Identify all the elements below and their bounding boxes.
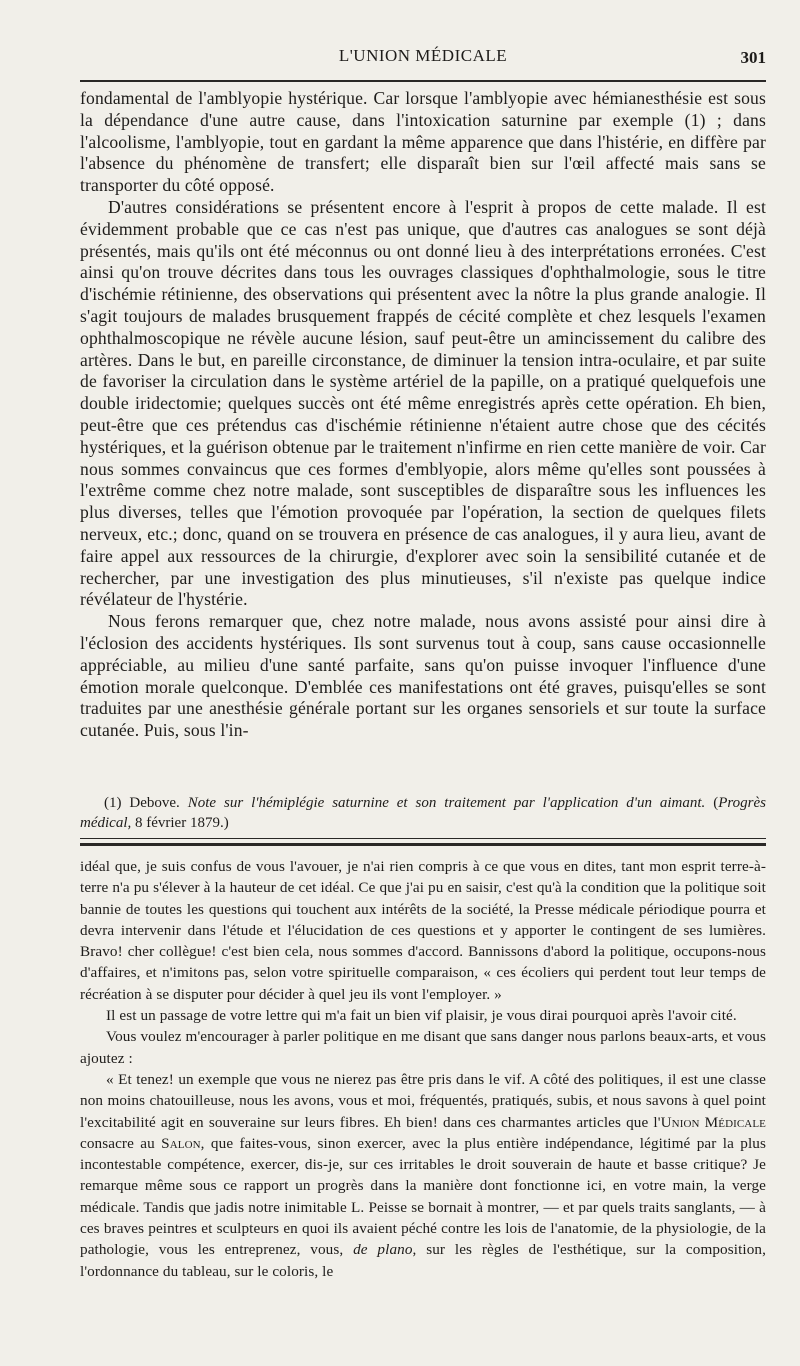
paragraph-2: D'autres considérations se présentent encore à l'esprit à propos de cette malade. Il est évidemment probable que ce cas n'est pas unique, que d'autres cas analogues se sont déjà présentés, mais qu'ils ont été méconnus ou ont donné lieu à des interprétations erronées. C'est ainsi qu'on trouve décrites dans tous les ouvrages classiques d'ophthalmologie, sous le titre d'ischémie rétinienne, des observations qui présentent avec la nôtre la plus grande analogie. Il s'agit toujours de malades brusquement frappés de cécité complète et chez lesquels l'examen ophthalmoscopique ne révèle aucune lésion, sauf peut-être un amincissement du calibre des artères. Dans le but, en pareille circonstance, de diminuer la tension intra-oculaire, et par suite de favoriser la circulation dans le système artériel de la papille, on a pratiqué quelquefois une double iridectomie; quelques succès ont été même enregistrés après cette opération. Eh bien, peut-être que ces prétendus cas d'ischémie rétinienne n'étaient autre chose que des cécités hystériques, et la guérison obtenue par le traitement n'infirme en rien cette manière de voir. Car nous sommes convaincus que ces formes d'emblyopie, alors même qu'elles sont poussées à l'extrême comme chez notre malade, sont susceptibles de disparaître sous les influences les plus diverses, telles que l'émotion provoquée par l'opération, la section de quelques filets nerveux, etc.; donc, quand on se trouvera en présence de cas analogues, il y aura lieu, avant de faire appel aux ressources de la chirurgie, d'explorer avec soin la sensibilité cutanée et de rechercher, par une investigation des plus minutieuses, s'il n'existe pas quelque indice révélateur de l'hystérie. xyxy=(80,196,766,610)
feuilleton-separator-thick xyxy=(80,843,766,846)
paragraph-3: Nous ferons remarquer que, chez notre malade, nous avons assisté pour ainsi dire à l'éclosion des accidents hystériques. Ils sont survenus tout à coup, sans cause occasionnelle appréciable, au milieu d'une santé parfaite, sans qu'on puisse invoquer l'influence d'une émotion morale quelconque. D'emblée ces manifestations ont été graves, puisqu'elles se sont traduites par une anesthésie générale portant sur les organes sensoriels et sur toute la surface cutanée. Puis, sous l'in- xyxy=(80,611,766,741)
de-plano: de plano xyxy=(353,1241,413,1259)
page-header xyxy=(80,46,766,70)
footnote-date: 8 février 1879.) xyxy=(134,815,229,831)
feuilleton-text xyxy=(80,856,766,1282)
feuilleton-paragraph-3: Vous voulez m'encourager à parler politique en me disant que sans danger nous parlons beaux-arts, et vous ajoutez : xyxy=(80,1028,766,1067)
paragraph-1: fondamental de l'amblyopie hystérique. Car lorsque l'amblyopie avec hémianesthésie est sous la dépendance d'une autre cause, dans l'intoxication saturnine par exemple (1) ; dans l'alcoolisme, l'amblyopie, tout en gardant la même apparence que dans l'histérie, en diffère par l'absence du phénomène de transfert; elle disparaît bien sur l'œil affecté mais sans se transporter du côté opposé. xyxy=(80,88,766,196)
salon-name: Salon xyxy=(161,1134,201,1152)
quote-part-a: « Et tenez! un exemple que vous ne nierez pas être pris dans le vif. A côté des politiques, il est une classe non moins chatouilleuse, nous les avons, vous et moi, fréquentés, pratiqués, subis, et nous savons à quel point l'excitabilité agit en souveraine sur leurs fibres. Eh bien! dans ces charmantes articles que l' xyxy=(80,1070,766,1131)
quote-part-d: , sur les règles de l'esthétique, sur la composition, l'ordonnance du tableau, sur le coloris, le xyxy=(80,1241,767,1280)
running-title: L'UNION MÉDICALE xyxy=(338,46,508,65)
page-number: 301 xyxy=(740,48,766,67)
feuilleton-paragraph-4 xyxy=(80,1069,766,1282)
footnote-journal: Progrès médical, xyxy=(80,795,766,831)
footnote-open-paren: ( xyxy=(713,795,719,811)
quote-part-c: , que faites-vous, sinon exercer, avec la plus entière indépendance, légitimé par la plus incontestable compétence, exercer, dis-je, sur ces irritables le droit souverain de haute et basse critique? Je remarque même sous ce rapport un progrès dans la manière dont fonctionne ici, en votre main, la verge médicale. Tandis que jadis notre inimitable L. Peisse se bornait à montrer, — et par quels traits sanglants, — à ces braves peintres et sculpteurs en quoi ils avaient péché contre les lois de l'anatomie, de la physiologie, de la pathologie, vous les entreprenez, vous, xyxy=(80,1134,766,1259)
header-rule xyxy=(80,80,766,82)
feuilleton-paragraph-2: Il est un passage de votre lettre qui m'a fait un bien vif plaisir, je vous dirai pourquoi après l'avoir cité. xyxy=(106,1007,737,1025)
journal-name: Union Médicale xyxy=(660,1113,766,1131)
feuilleton-separator-thin xyxy=(80,838,766,839)
main-article-text xyxy=(80,88,766,742)
footnote-marker: (1) Debove. xyxy=(104,795,180,811)
quote-part-b: consacre au xyxy=(80,1134,162,1152)
feuilleton-paragraph-1: idéal que, je suis confus de vous l'avouer, je n'ai rien compris à ce que vous en dites, tant mon esprit terre-à-terre n'a pu s'élever à la hauteur de cet idéal. Ce que j'ai pu en saisir, c'est qu'à la condition que la politique soit bannie de toutes les questions qui touchent aux intérêts de la société, la Presse médicale périodique pourra et devra intervenir dans l'étude et l'élucidation de ces questions et y apporter le contingent de ses lumières. Bravo! cher collègue! c'est bien cela, nous sommes d'accord. Bannissons d'abord la politique, occupons-nous d'affaires, et n'imitons pas, selon votre spirituelle comparaison, « ces écoliers qui perdent tout leur temps de récréation à se disputer pour décider à quel jeu ils vont l'employer. » xyxy=(80,858,766,1003)
footnote xyxy=(80,793,766,833)
footnote-title: Note sur l'hémiplégie saturnine et son traitement par l'application d'un aimant. xyxy=(187,795,706,811)
